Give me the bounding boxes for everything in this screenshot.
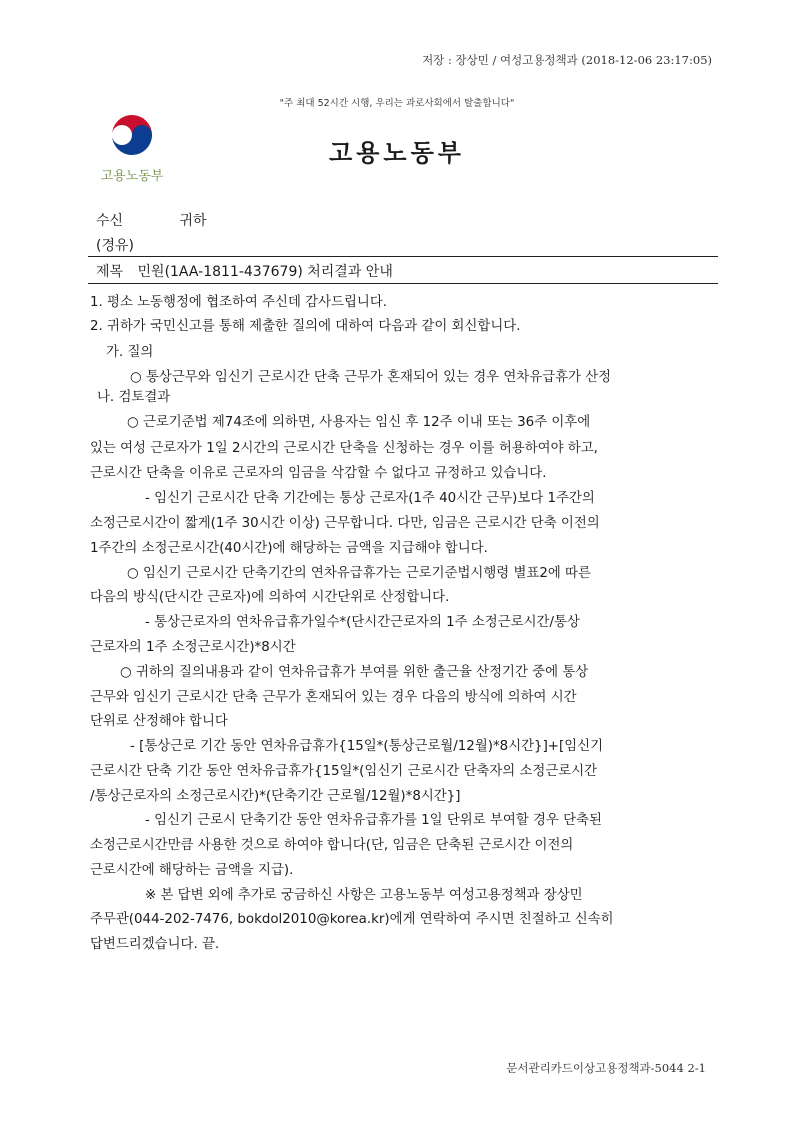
body-line: 가. 질의 xyxy=(106,345,154,360)
body-line: - 임신기 근로시 단축기간 동안 연차유급휴가를 1일 단위로 부여할 경우 단축된 xyxy=(145,813,602,828)
body-line: - [통상근로 기간 동안 연차유급휴가{15일*(통상근로월/12월)*8시간}]+[임신기 xyxy=(130,739,604,754)
divider-bottom xyxy=(88,283,718,284)
recipient-value: 귀하 xyxy=(179,213,207,229)
logo-text: 고용노동부 xyxy=(100,169,164,184)
body-line: ○ 통상근무와 임신기 근로시간 단축 근무가 혼재되어 있는 경우 연차유급휴가 산정 xyxy=(130,370,612,385)
body-line: 소정근로시간이 짧게(1주 30시간 이상) 근무합니다. 다만, 임금은 근로시간 단축 이전의 xyxy=(90,516,600,531)
divider-top xyxy=(88,256,718,257)
body-line: 있는 여성 근로자가 1일 2시간의 근로시간 단축을 신청하는 경우 이를 허용하여야 하고, xyxy=(90,441,598,456)
ministry-title: 고용노동부 xyxy=(329,139,465,167)
body-line: ○ 귀하의 질의내용과 같이 연차유급휴가 부여를 위한 출근율 산정기간 중에 통상 xyxy=(120,665,589,680)
body-line: 근로시간에 해당하는 금액을 지급). xyxy=(90,863,294,878)
body-line: 답변드리겠습니다. 끝. xyxy=(90,937,220,952)
body-line: - 통상근로자의 연차유급휴가일수*(단시간근로자의 1주 소정근로시간/통상 xyxy=(145,615,580,630)
body-line: 소정근로시간만큼 사용한 것으로 하여야 합니다(단, 임금은 단축된 근로시간 이전의 xyxy=(90,838,574,853)
save-stamp: 저장 : 장상민 / 여성고용정책과 (2018-12-06 23:17:05) xyxy=(422,53,712,67)
body-line: 1. 평소 노동행정에 협조하여 주신데 감사드립니다. xyxy=(90,295,388,310)
via-row xyxy=(96,235,134,255)
body-line: 근로시간 단축을 이유로 근로자의 임금을 삭감할 수 없다고 규정하고 있습니다. xyxy=(90,466,547,481)
body-line: - 임신기 근로시간 단축 기간에는 통상 근로자(1주 40시간 근무)보다 1주간의 xyxy=(145,491,595,506)
subject-value: 민원(1AA-1811-437679) 처리결과 안내 xyxy=(137,264,393,280)
body-line: /통상근로자의 소정근로시간)*(단축기간 근로월/12월)*8시간}] xyxy=(90,789,461,804)
recipient-row xyxy=(96,210,207,230)
body-line: ○ 임신기 근로시간 단축기간의 연차유급휴가는 근로기준법시행령 별표2에 따른 xyxy=(127,566,591,581)
body-line: 근무와 임신기 근로시간 단축 근무가 혼재되어 있는 경우 다음의 방식에 의하여 시간 xyxy=(90,690,577,705)
body-line: 근로자의 1주 소정근로시간)*8시간 xyxy=(90,640,296,655)
recipient-label: 수신 xyxy=(96,213,124,229)
subject-row xyxy=(96,261,393,281)
body-line: 나. 검토결과 xyxy=(97,390,171,405)
body-line: 주무관(044-202-7476, bokdol2010@korea.kr)에게 연락하여 주시면 친절하고 신속히 xyxy=(90,912,614,927)
body-line: ※ 본 답변 외에 추가로 궁금하신 사항은 고용노동부 여성고용정책과 장상민 xyxy=(145,888,583,903)
body-line: 단위로 산정해야 합니다 xyxy=(90,714,228,729)
subject-label: 제목 xyxy=(96,264,124,280)
body-line: 다음의 방식(단시간 근로자)에 의하여 시간단위로 산정합니다. xyxy=(90,590,450,605)
body-line: ○ 근로기준법 제74조에 의하면, 사용자는 임신 후 12주 이내 또는 36주 이후에 xyxy=(127,415,591,430)
via-label: (경유) xyxy=(96,238,134,254)
document-reference: 문서관리카드이상고용정책과-5044 2-1 xyxy=(506,1061,706,1075)
slogan: "주 최대 52시간 시행, 우리는 과로사회에서 탈출합니다" xyxy=(279,98,515,109)
body-line: 근로시간 단축 기간 동안 연차유급휴가{15일*(임신기 근로시간 단축자의 소정근로시간 xyxy=(90,764,598,779)
body-line: 1주간의 소정근로시간(40시간)에 해당하는 금액을 지급해야 합니다. xyxy=(90,541,488,556)
body-line: 2. 귀하가 국민신고를 통해 제출한 질의에 대하여 다음과 같이 회신합니다. xyxy=(90,319,521,334)
